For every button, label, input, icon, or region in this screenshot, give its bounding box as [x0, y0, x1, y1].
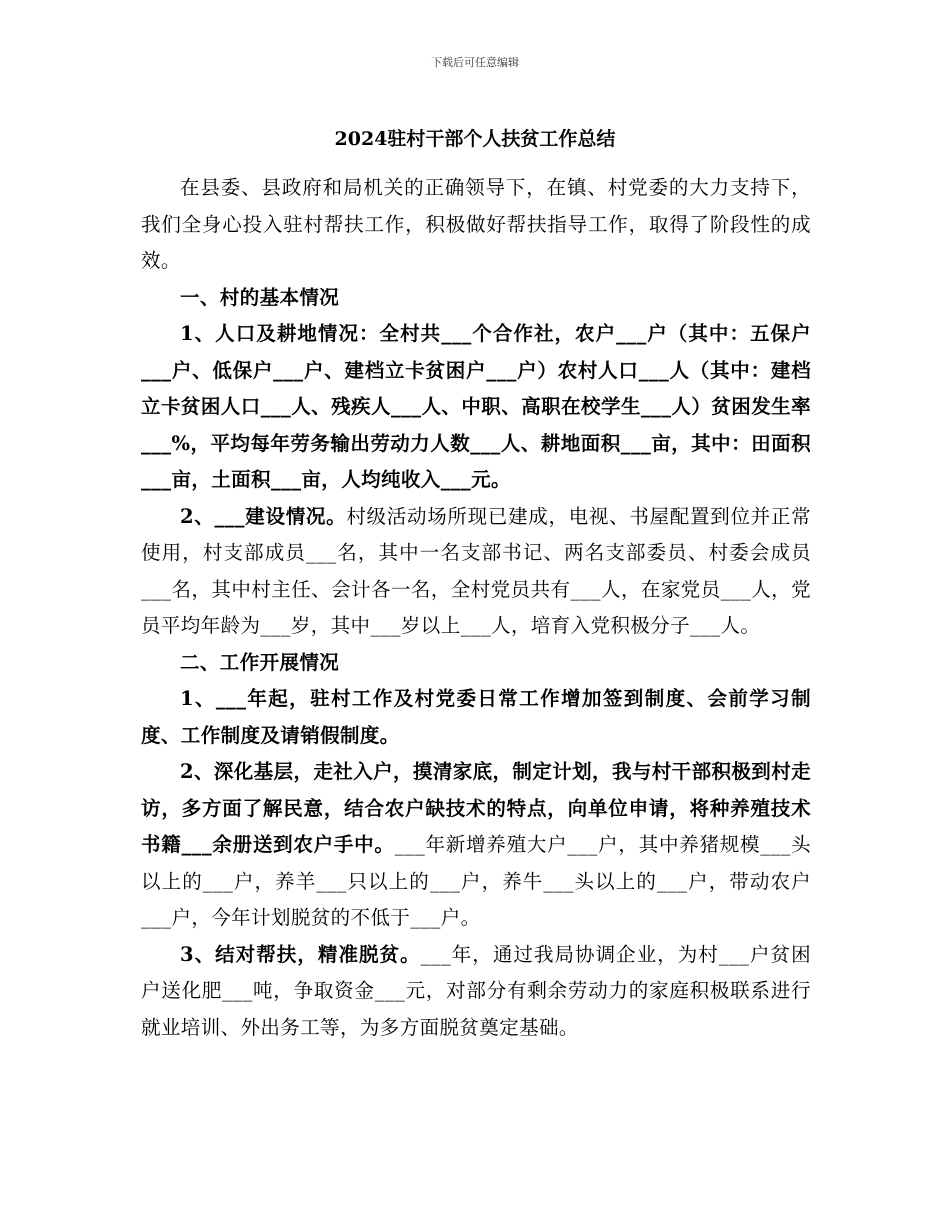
construction-lead: 2、___建设情况。: [180, 504, 347, 528]
header-note: 下载后可任意编辑: [431, 56, 519, 69]
system-paragraph: 1、___年起，驻村工作及村党委日常工作增加签到制度、会前学习制度、工作制度及请销假制度。: [141, 687, 811, 747]
pairing-paragraph: [141, 937, 811, 1047]
section-heading-2: 二、工作开展情况: [180, 650, 340, 674]
document-body: [141, 170, 811, 1046]
population-paragraph: 1、人口及耕地情况：全村共___个合作社，农户___户（其中：五保户___户、低保户___户、建档立卡贫困户___户）农村人口___人（其中：建档立卡贫困人口___人、残疾人___人、中职、高职在校学生___人）贫困发生率___%，平均每年劳务输出劳动力人数___人、耕地面积___亩，其中：田面积___亩，土面积___亩，人均纯收入___元。: [141, 322, 811, 491]
intro-paragraph: 在县委、县政府和局机关的正确领导下，在镇、村党委的大力支持下，我们全身心投入驻村帮扶工作，积极做好帮扶指导工作，取得了阶段性的成效。: [141, 176, 811, 272]
pairing-text: ___年，通过我局协调企业，为村___户贫困户送化肥___吨，争取资金___元，对部分有剩余劳动力的家庭积极联系进行就业培训、外出务工等，为多方面脱贫奠定基础。: [141, 942, 811, 1039]
section-heading-1: 一、村的基本情况: [180, 285, 340, 309]
construction-text: 村级活动场所现已建成，电视、书屋配置到位并正常使用，村支部成员___名，其中一名支部书记、两名支部委员、村委会成员___名，其中村主任、会计各一名，全村党员共有___人，在家党员___人，党员平均年龄为___岁，其中___岁以上___人，培育入党积极分子___人。: [141, 504, 811, 637]
visit-text: ___年新增养殖大户___户，其中养猪规模___头以上的___户，养羊___只以上的___户，养牛___头以上的___户，带动农户___户，今年计划脱贫的不低于___户。: [141, 833, 811, 929]
visit-lead: 2、深化基层，走社入户，摸清家底，制定计划，我与村干部积极到村走访，多方面了解民意，结合农户缺技术的特点，向单位申请，将种养殖技术书籍___余册送到农户手中。: [141, 760, 811, 856]
visit-paragraph: [141, 754, 811, 937]
construction-paragraph: [141, 499, 811, 645]
pairing-lead: 3、结对帮扶，精准脱贫。: [180, 942, 421, 966]
document-title: 2024驻村干部个人扶贫工作总结: [334, 128, 616, 150]
